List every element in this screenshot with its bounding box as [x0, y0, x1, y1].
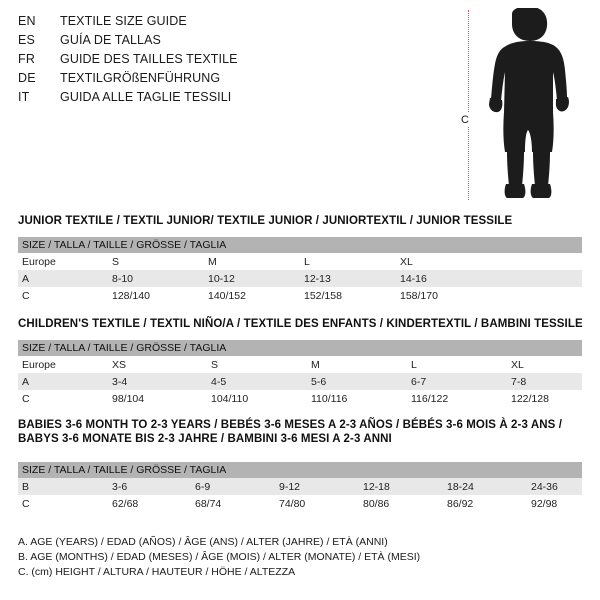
header-title: GUÍA DE TALLAS [60, 33, 161, 47]
table-cell: 122/128 [511, 392, 549, 405]
legend-line: B. AGE (MONTHS) / EDAD (MESES) / ÂGE (MOIS) / ALTER (MONATE) / ETÀ (MESI) [18, 551, 421, 563]
table-cell: 14-16 [396, 270, 582, 287]
row-label: A [18, 373, 108, 390]
table-cell: 140/152 [208, 289, 246, 302]
table-cell: 24-36 [527, 478, 582, 495]
table-cell: 18-24 [443, 478, 527, 495]
column-header: S [211, 358, 219, 371]
header-title: GUIDA ALLE TAGLIE TESSILI [60, 90, 232, 104]
table-row [18, 373, 582, 390]
measure-label-c: C [461, 114, 469, 126]
header-row [18, 71, 418, 90]
table-cell: 80/86 [363, 497, 390, 510]
table-cell: 110/116 [311, 392, 348, 405]
table-row [18, 253, 582, 270]
column-header: XL [400, 255, 413, 268]
table-cell: 86/92 [447, 497, 474, 510]
table-row [18, 270, 582, 287]
row-label: B [18, 478, 108, 495]
column-header: XL [511, 358, 524, 371]
table-cell: 3-6 [108, 478, 191, 495]
table-cell: 7-8 [507, 373, 582, 390]
column-header: L [304, 255, 310, 268]
table-cell: 68/74 [195, 497, 222, 510]
table-cell: 12-18 [359, 478, 443, 495]
table-row [18, 356, 582, 373]
table-header-label: SIZE / TALLA / TAILLE / GRÖSSE / TAGLIA [18, 462, 582, 478]
table-cell: 158/170 [400, 289, 438, 302]
table-cell: 74/80 [279, 497, 306, 510]
table-cell: 98/104 [112, 392, 145, 405]
language-code: ES [18, 33, 36, 47]
table-cell: 6-9 [191, 478, 275, 495]
column-header: M [311, 358, 320, 371]
header-row [18, 90, 418, 109]
row-label: A [18, 270, 108, 287]
legend-line: A. AGE (YEARS) / EDAD (AÑOS) / ÂGE (ANS) / ALTER (JAHRE) / ETÀ (ANNI) [18, 536, 388, 548]
table-header-row [18, 340, 582, 356]
section-title-children: CHILDREN'S TEXTILE / TEXTIL NIÑO/A / TEXTILE DES ENFANTS / KINDERTEXTIL / BAMBINI TESSILE [18, 318, 583, 330]
table-row [18, 287, 582, 304]
table-row [18, 478, 582, 495]
junior-size-table [18, 237, 582, 304]
table-header-label: SIZE / TALLA / TAILLE / GRÖSSE / TAGLIA [18, 237, 582, 253]
column-header: XS [112, 358, 127, 371]
table-cell: 128/140 [112, 289, 150, 302]
header-title: TEXTILGRÖßENFÜHRUNG [60, 71, 221, 85]
table-header-row [18, 462, 582, 478]
header-row [18, 52, 418, 71]
table-header-row [18, 237, 582, 253]
table-cell: 8-10 [108, 270, 204, 287]
column-header: M [208, 255, 217, 268]
babies-size-table [18, 462, 582, 512]
table-cell: 6-7 [407, 373, 507, 390]
table-cell: 10-12 [204, 270, 300, 287]
table-row [18, 495, 582, 512]
header-title: GUIDE DES TAILLES TEXTILE [60, 52, 238, 66]
legend [18, 535, 420, 580]
table-cell: 104/110 [211, 392, 249, 405]
legend-line: C. (cm) HEIGHT / ALTURA / HAUTEUR / HÖHE / ALTEZZA [18, 566, 296, 578]
section-title-junior: JUNIOR TEXTILE / TEXTIL JUNIOR/ TEXTILE JUNIOR / JUNIORTEXTIL / JUNIOR TESSILE [18, 215, 513, 227]
section-title-babies: BABIES 3-6 MONTH TO 2-3 YEARS / BEBÉS 3-6 MESES A 2-3 AÑOS / BÉBÉS 3-6 MOIS À 2-3 ANS / BABYS 3-6 MONATE BIS 2-3 JAHRE / BAMBINI 3-6 MESI A 2-3 ANNI [18, 419, 562, 445]
header-title: TEXTILE SIZE GUIDE [60, 14, 187, 28]
table-cell: 62/68 [112, 497, 139, 510]
table-cell: 12-13 [300, 270, 396, 287]
child-silhouette-icon [482, 8, 590, 200]
row-label: C [22, 392, 30, 405]
language-header [18, 14, 418, 109]
table-cell: 92/98 [531, 497, 558, 510]
measurement-figure [440, 8, 590, 203]
language-code: FR [18, 52, 36, 66]
table-cell: 4-5 [207, 373, 307, 390]
table-cell: 152/158 [304, 289, 342, 302]
row-label: C [22, 497, 30, 510]
table-cell: 3-4 [108, 373, 207, 390]
row-label: Europe [22, 358, 56, 371]
language-code: DE [18, 71, 36, 85]
table-cell: 116/122 [411, 392, 449, 405]
children-size-table [18, 340, 582, 407]
header-row [18, 33, 418, 52]
table-header-label: SIZE / TALLA / TAILLE / GRÖSSE / TAGLIA [18, 340, 582, 356]
row-label: C [22, 289, 30, 302]
table-cell: 5-6 [307, 373, 407, 390]
language-code: EN [18, 14, 36, 28]
row-label: Europe [22, 255, 56, 268]
table-row [18, 390, 582, 407]
column-header: L [411, 358, 417, 371]
header-row [18, 14, 418, 33]
column-header: S [112, 255, 120, 268]
height-measure-line [468, 10, 469, 200]
table-cell: 9-12 [275, 478, 359, 495]
language-code: IT [18, 90, 30, 104]
